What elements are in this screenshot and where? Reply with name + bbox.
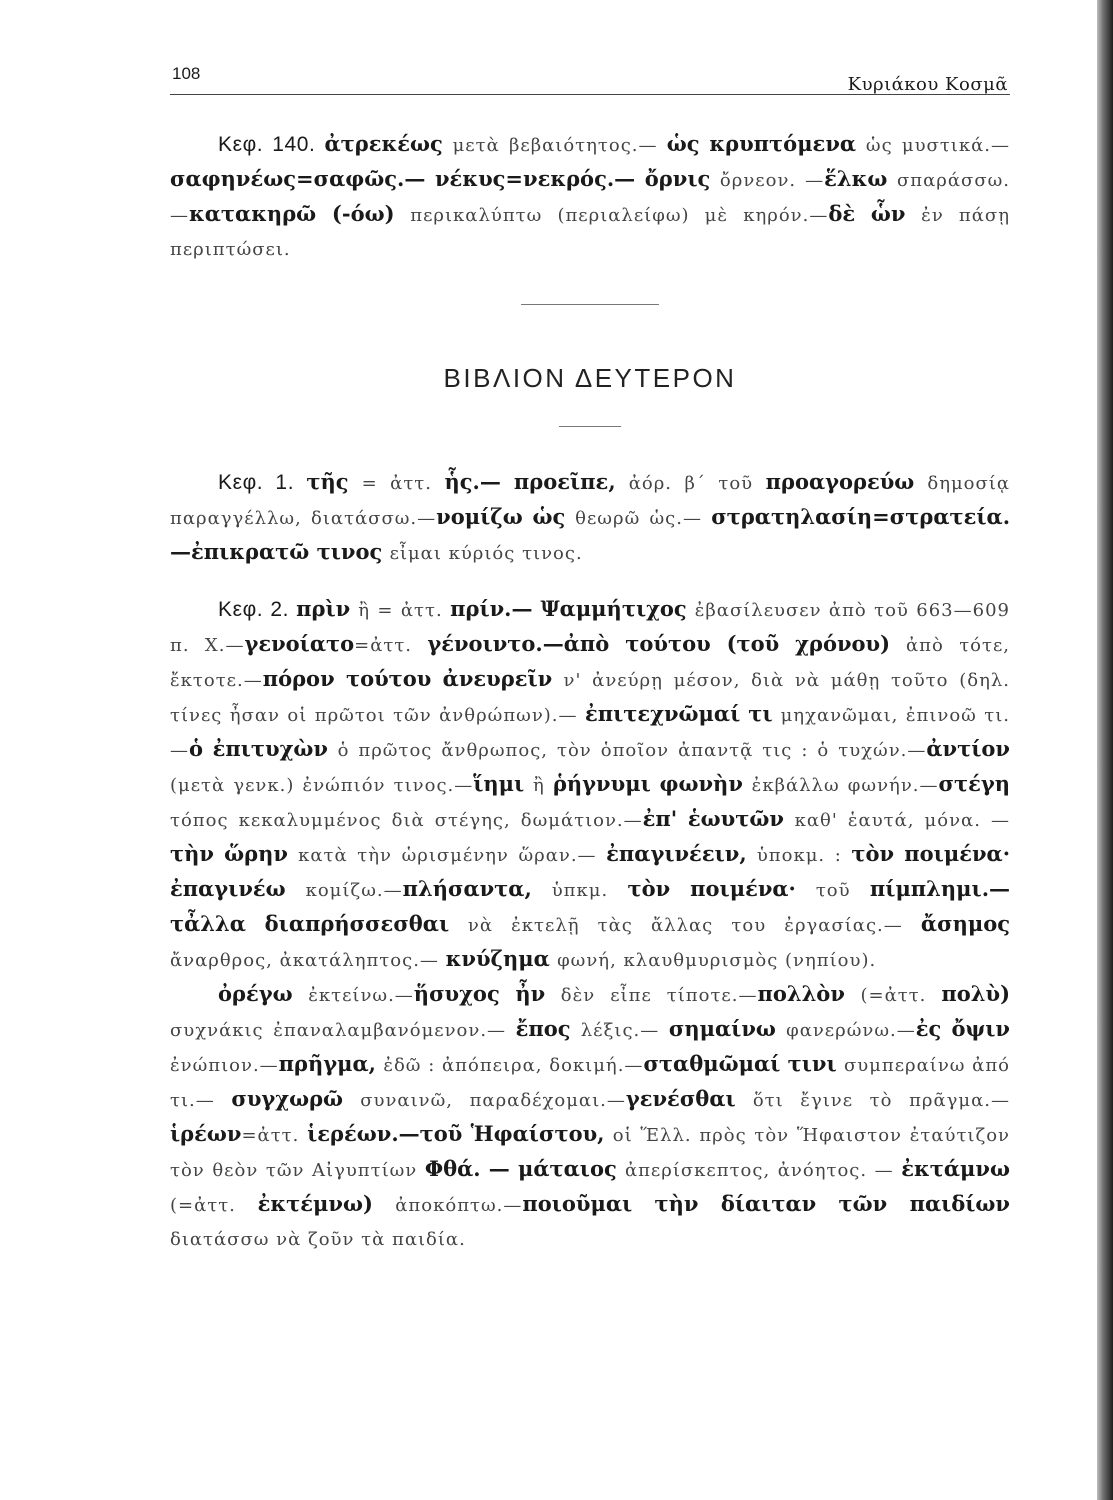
chapter-2-glossary-continued (170, 977, 1010, 1256)
glossed-term: τῆς (306, 469, 362, 494)
gloss-text: σπαράσσω.— (170, 170, 1010, 226)
gloss-text: δημοσίᾳ παραγγέλλω, διατάσσω.— (170, 473, 1011, 529)
gloss-text: μετὰ βεβαιότητος.— (452, 135, 667, 156)
glossed-term: πολὺ) (941, 981, 1011, 1006)
gloss-text: κομίζω.— (305, 880, 403, 901)
gloss-text: τόπος κεκαλυμμένος διὰ στέγης, δωμάτιον.— (170, 810, 643, 831)
gloss-text: μηχανῶμαι, ἐπινοῶ τι.— (170, 705, 1011, 761)
gloss-text: εἶμαι κύριός τινος. (389, 543, 583, 564)
gloss-text: ἀόρ. β΄ τοῦ (628, 473, 766, 494)
gloss-text: ὅτι ἔγινε τὸ πρᾶγμα.— (752, 1090, 1010, 1111)
gloss-text: κατὰ τὴν ὡρισμένην ὥραν.— (298, 845, 607, 866)
gloss-text: ἐν πάσῃ περιπτώσει. (170, 205, 1010, 260)
gloss-text: ἐκβάλλω φωνήν.— (751, 775, 939, 796)
gloss-text: ἀπὸ τότε, ἔκτοτε.— (170, 635, 1010, 691)
glossed-term: προαγορεύω (765, 469, 928, 494)
gloss-text: λέξις.— (580, 1020, 669, 1041)
book-spine-shadow (1097, 0, 1113, 1500)
gloss-text: ἐνώπιον.— (170, 1055, 279, 1076)
glossed-term: στρατηλασίη=στρατεία.—ἐπικρατῶ τινος (170, 504, 1011, 564)
glossed-term: ἔπος (515, 1016, 581, 1041)
gloss-text: δὲν εἶπε τίποτε.— (560, 985, 758, 1006)
gloss-text: ἐκτείνω.— (308, 985, 414, 1006)
gloss-text: =ἀττ. (354, 635, 428, 656)
gloss-text: συχνάκις ἐπαναλαμβανόμενον.— (170, 1020, 516, 1041)
glossed-term: στέγη (938, 771, 1010, 796)
gloss-text: ἄναρθρος, ἀκατάληπτος.— (170, 950, 446, 971)
glossed-term: ἵημι (473, 771, 533, 796)
glossed-term: ὡς κρυπτόμενα (666, 131, 866, 156)
glossed-term: πίμπλημι.— τἆλλα διαπρήσσεσθαι (170, 876, 1011, 936)
gloss-text: ἢ (532, 775, 553, 796)
glossed-term: ἥσυχος ἦν (413, 981, 561, 1006)
gloss-text: συναινῶ, παραδέχομαι.— (360, 1090, 626, 1111)
glossed-term: πόρον τούτου ἀνευρεῖν (262, 666, 564, 691)
book-page (170, 60, 1010, 1256)
chapter-1-glossary (170, 465, 1010, 570)
gloss-text: ν' ἀνεύρῃ μέσον, διὰ νὰ μάθῃ τοῦτο (δηλ. τίνες ἦσαν οἱ πρῶτοι τῶν ἀνθρώπων).— (170, 670, 1010, 726)
glossed-term: ἱερέων.—τοῦ Ἡφαίστου, (307, 1121, 613, 1146)
glossed-term: γενοίατο (244, 631, 355, 656)
gloss-text: ὄρνεον. — (719, 170, 825, 191)
glossed-term: πρὶν (296, 596, 359, 621)
glossed-term: πρῆγμα, (278, 1051, 384, 1076)
glossed-term: σαφηνέως=σαφῶς.— νέκυς=νεκρός.— ὄρνις (170, 166, 720, 191)
chapter-label: Κεφ. 140. (218, 133, 325, 156)
glossed-term: τὸν ποιμένα· (627, 876, 816, 901)
gloss-text: καθ' ἑαυτά, μόνα. — (794, 810, 1010, 831)
glossed-term: ἱρέων (170, 1121, 242, 1146)
glossed-term: δὲ ὧν (828, 201, 922, 226)
gloss-text: =ἀττ. (241, 1125, 308, 1146)
gloss-text: συμπεραίνω ἀπό τι.— (170, 1055, 1011, 1111)
glossed-term: κατακηρῶ (-όω) (189, 201, 411, 226)
glossed-term: τὴν ὥρην (170, 841, 299, 866)
glossed-term: ἐπιτεχνῶμαί τι (584, 701, 781, 726)
gloss-text: = ἀττ. (361, 473, 445, 494)
glossed-term: γενέσθαι (625, 1086, 753, 1111)
glossed-term: ἧς.— προεῖπε, (444, 469, 629, 494)
glossed-term: νομίζω ὡς (436, 504, 576, 529)
gloss-text: ὡς μυστικά.— (865, 135, 1010, 156)
glossed-term: ὀρέγω (218, 981, 309, 1006)
glossed-term: γένοιντο.—ἀπὸ τούτου (τοῦ χρόνου) (427, 631, 907, 656)
running-title: Κυριάκου Κοσμᾶ (847, 74, 1008, 95)
book-title: ΒΙΒΛΙΟΝ ΔΕΥΤΕΡΟΝ (443, 363, 737, 393)
glossed-term: ἀτρεκέως (324, 131, 453, 156)
gloss-text: περικαλύπτω (περιαλείφω) μὲ κηρόν.— (410, 205, 829, 226)
gloss-text: ὁ πρῶτος ἄνθρωπος, τὸν ὁποῖον ἀπαντᾷ τις : ὁ τυχών.— (337, 740, 927, 761)
glossed-term: κνύζημα (445, 946, 558, 971)
gloss-text: ἢ = ἀττ. (358, 600, 451, 621)
glossed-term: πρίν.— Ψαμμήτιχος (450, 596, 695, 621)
gloss-text: (=ἀττ. (170, 1195, 258, 1216)
gloss-text: ἐδῶ : ἀπόπειρα, δοκιμή.— (383, 1055, 644, 1076)
glossed-term: ἐπαγινέειν, (606, 841, 757, 866)
gloss-text: νὰ ἐκτελῇ τὰς ἄλλας του ἐργασίας.— (467, 915, 921, 936)
page-header (170, 60, 1010, 95)
gloss-text: (μετὰ γενκ.) ἐνώπιόν τινος.— (170, 775, 474, 796)
glossed-term: τὸν ποιμένα· ἐπαγινέω (170, 841, 1011, 901)
chapter-label: Κεφ. 1. (218, 471, 307, 494)
gloss-text: ὑπκμ. (551, 880, 628, 901)
gloss-text: (=ἀττ. (860, 985, 942, 1006)
chapter-140-glossary (170, 127, 1010, 266)
glossed-term: Φθά. — μάταιος (424, 1156, 625, 1181)
glossed-term: πλήσαντα, (402, 876, 552, 901)
gloss-text: διατάσσω νὰ ζοῦν τὰ παιδία. (170, 1229, 466, 1250)
gloss-text: ὑποκμ. : (756, 845, 852, 866)
section-divider-bottom (559, 426, 621, 427)
gloss-text: ἐβασίλευσεν ἀπὸ τοῦ 663—609 π. Χ.— (170, 600, 1010, 656)
glossed-term: ἐκτέμνω) (257, 1191, 396, 1216)
chapter-2-glossary (170, 592, 1010, 977)
glossed-term: ἐπ' ἑωυτῶν (642, 806, 795, 831)
section-divider-top (521, 304, 659, 305)
glossed-term: ἄσημος (920, 911, 1010, 936)
glossed-term: πολλὸν (757, 981, 861, 1006)
glossed-term: ἀντίον (926, 736, 1010, 761)
page-number: 108 (172, 64, 201, 83)
gloss-text: φανερώνω.— (786, 1020, 916, 1041)
gloss-text: τοῦ (815, 880, 870, 901)
gloss-text: θεωρῶ ὡς.— (575, 508, 712, 529)
glossed-term: σταθμῶμαί τινι (643, 1051, 844, 1076)
glossed-term: ἕλκω (824, 166, 898, 191)
gloss-text: ἀποκόπτω.— (395, 1195, 523, 1216)
gloss-text: φωνή, κλαυθμυρισμὸς (νηπίου). (557, 950, 877, 971)
gloss-text: ἀπερίσκεπτος, ἀνόητος. — (624, 1160, 902, 1181)
glossed-term: συγχωρῶ (231, 1086, 361, 1111)
glossed-term: ῥήγνυμι φωνὴν (552, 771, 752, 796)
glossed-term: ὁ ἐπιτυχὼν (189, 736, 338, 761)
glossed-term: ἐκτάμνω (901, 1156, 1010, 1181)
glossed-term: ποιοῦμαι τὴν δίαιταν τῶν παιδίων (522, 1191, 1011, 1216)
glossed-term: ἐς ὄψιν (915, 1016, 1010, 1041)
chapter-label: Κεφ. 2. (218, 598, 297, 621)
glossed-term: σημαίνω (668, 1016, 787, 1041)
gloss-text: οἱ Ἕλλ. πρὸς τὸν Ἥφαιστον ἐταύτιζον τὸν θεὸν τῶν Αἰγυπτίων (170, 1125, 1010, 1181)
